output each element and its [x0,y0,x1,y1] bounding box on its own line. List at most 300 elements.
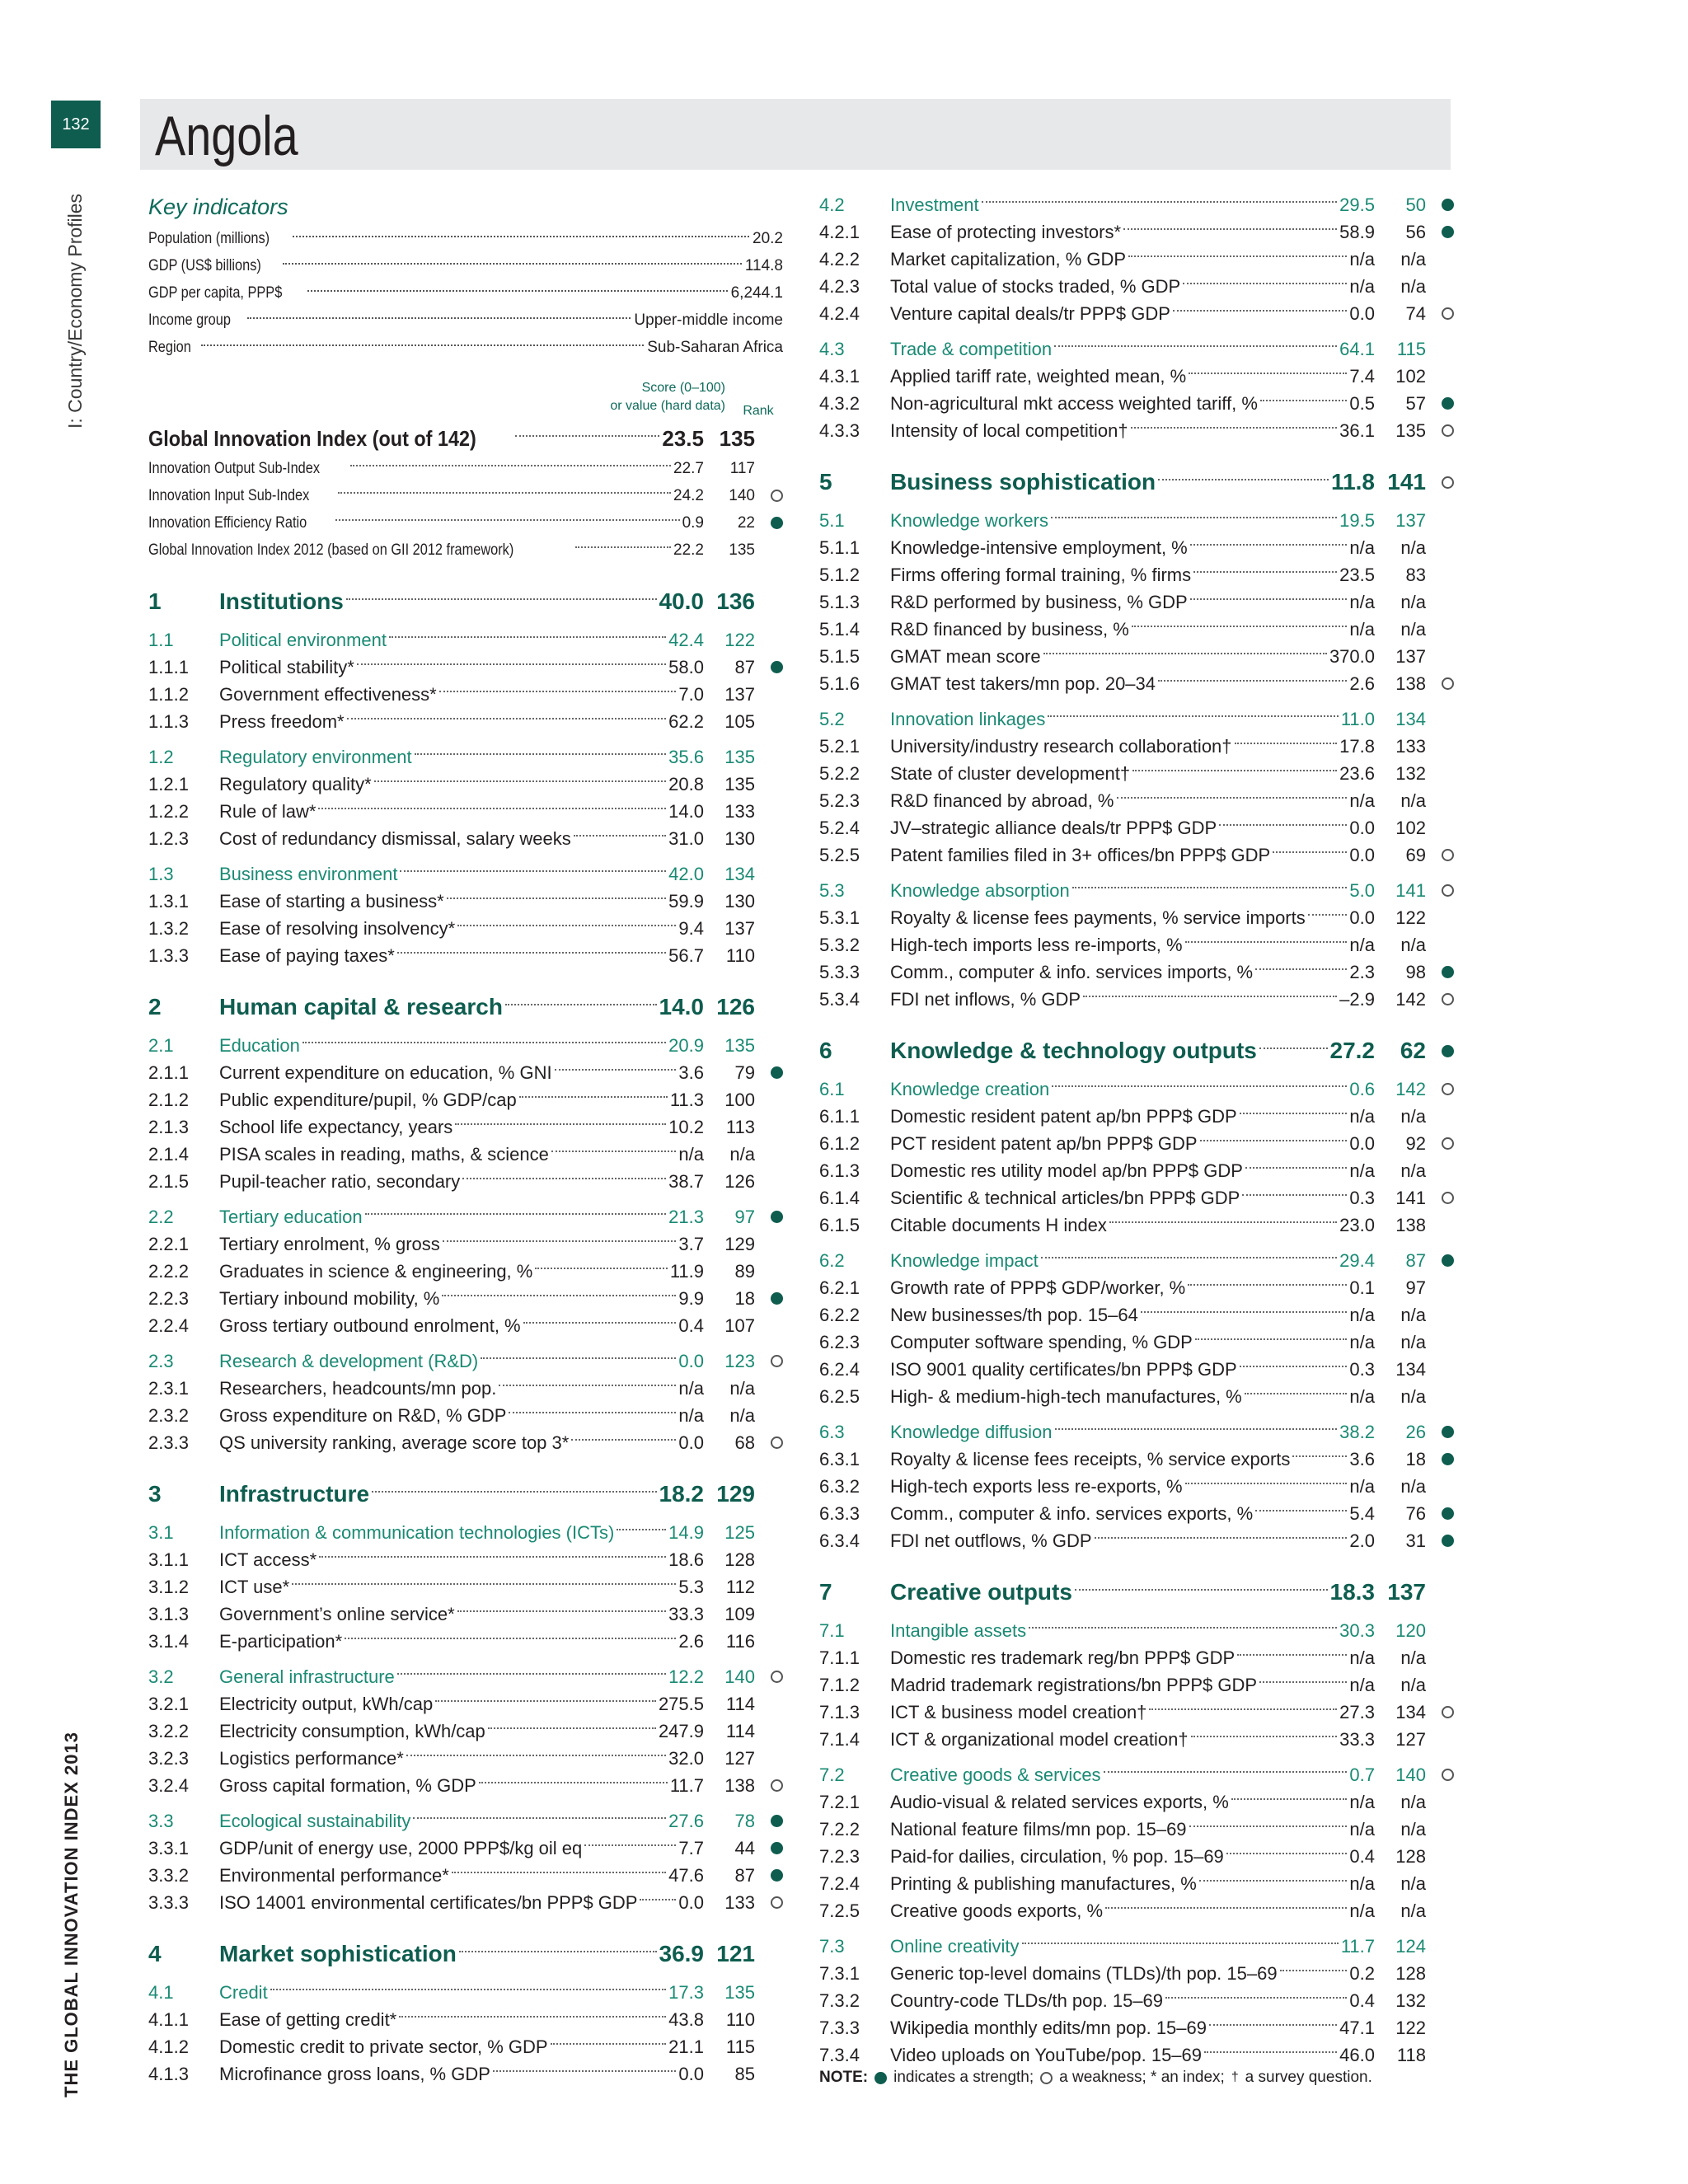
leader-dots [575,546,671,548]
row-rank: 142 [1395,988,1426,1010]
pillar-row [148,1938,783,1971]
subindex-score: 22.7 [673,459,704,477]
row-score: 0.0 [678,1891,704,1913]
row-label: PISA scales in reading, maths, & science [219,1143,549,1165]
row-rank: 135 [724,1981,755,2003]
row-code: 2.3.1 [148,1377,189,1399]
row-label: Tertiary enrolment, % gross [219,1233,440,1254]
row-label: Intensity of local competition† [890,419,1128,441]
row-rank: 136 [716,588,755,614]
leader-dots [551,2043,667,2045]
row-rank: 128 [1395,1845,1426,1867]
page-number: 132 [51,101,101,148]
row-score: 7.4 [1349,365,1375,387]
indicator-row [148,1285,783,1312]
leader-dots [1240,1366,1348,1367]
indicator-row [148,1573,783,1601]
row-code: 5.3.1 [819,907,860,928]
row-code: 3.2.4 [148,1774,189,1796]
row-score: n/a [1349,248,1375,269]
mark-cell [755,1436,783,1449]
row-code: 7.1.3 [819,1701,860,1722]
indicator-row [819,1473,1454,1500]
gii-subindex-row [148,455,783,482]
row-label: Ease of resolving insolvency* [219,917,456,939]
row-rank: 89 [734,1260,755,1282]
leader-dots [1185,1483,1348,1484]
row-score: 11.3 [669,1089,704,1110]
indicator-row [819,1897,1454,1924]
leader-dots [302,1042,666,1043]
subindex-rank: 135 [729,541,755,559]
row-label: Knowledge impact [890,1249,1039,1271]
row-score: 0.3 [1349,1187,1375,1208]
weakness-circle-icon [1040,2072,1053,2084]
row-label: ICT & organizational model creation† [890,1728,1189,1750]
subindex-rank: 140 [729,486,755,504]
strength-dot-icon [1442,1426,1454,1438]
row-score: 31.0 [668,827,704,849]
mark-cell [1426,1706,1454,1718]
leader-dots [400,870,666,872]
row-rank: 135 [724,746,755,767]
row-rank: 87 [734,1864,755,1886]
leader-dots [347,718,667,719]
row-code: 1.1.1 [148,656,189,677]
row-label: High-tech exports less re-exports, % [890,1475,1183,1497]
subindex-score: 24.2 [673,486,704,504]
leader-dots [270,1989,666,1990]
leader-dots [1193,571,1337,573]
row-label: ISO 9001 quality certificates/bn PPP$ GDP [890,1358,1237,1380]
row-code: 6.1.4 [819,1187,860,1208]
row-rank: 31 [1405,1530,1426,1551]
row-label: Knowledge diffusion [890,1421,1053,1442]
leader-dots [462,1178,666,1179]
row-label: Rule of law* [219,800,316,822]
subindex-label: Innovation Efficiency Ratio [148,513,307,532]
row-label: Graduates in science & engineering, % [219,1260,533,1282]
mark-cell [755,1292,783,1305]
leader-dots [1072,887,1348,888]
leader-dots [1149,1708,1337,1710]
row-rank: n/a [1400,1105,1426,1127]
row-label: Comm., computer & info. services imports, % [890,961,1254,982]
weakness-circle-icon [1442,677,1454,690]
row-score: 0.4 [1349,1845,1375,1867]
row-code: 7.2 [819,1764,845,1785]
subpillar-row [148,1203,783,1230]
row-rank: 109 [724,1603,755,1624]
row-code: 1.3.1 [148,890,189,912]
row-code: 7.3.4 [819,2044,860,2065]
row-rank: 126 [724,1170,755,1192]
row-code: 5.2.2 [819,762,860,784]
row-rank: n/a [1400,1304,1426,1325]
row-score: n/a [1349,790,1375,811]
leader-dots [493,2070,677,2072]
row-label: Ease of protecting investors* [890,221,1122,242]
publication-side-label: THE GLOBAL INNOVATION INDEX 2013 [61,1732,82,2097]
row-rank: 56 [1405,221,1426,242]
leader-dots [447,898,666,899]
row-score: 0.3 [1349,1358,1375,1380]
indicator-row [148,2033,783,2060]
indicator-row [148,1601,783,1628]
row-label: Creative outputs [890,1579,1072,1605]
mark-cell [755,1671,783,1683]
row-score: 27.3 [1339,1701,1375,1722]
row-rank: 18 [1405,1448,1426,1469]
row-rank: 133 [724,800,755,822]
indicator-row [148,1059,783,1086]
indicator-row [819,1527,1454,1554]
row-score: 2.0 [1349,1530,1375,1551]
indicator-row [819,363,1454,390]
leader-dots [1245,1167,1347,1169]
row-label: ICT access* [219,1549,317,1570]
weakness-circle-icon [1442,307,1454,320]
row-code: 1.2 [148,746,174,767]
row-code: 7.1.1 [819,1647,860,1668]
leader-dots [1055,1428,1338,1430]
row-code: 3.3.2 [148,1864,189,1886]
row-code: 2.1.3 [148,1116,189,1137]
indicator-row [148,1546,783,1573]
row-score: 36.9 [659,1941,704,1966]
row-rank: 120 [1395,1619,1426,1641]
row-score: 38.2 [1339,1421,1375,1442]
row-code: 4.2.3 [819,275,860,297]
row-label: Generic top-level domains (TLDs)/th pop. 15–69 [890,1962,1278,1984]
row-rank: 78 [734,1810,755,1831]
row-score: 0.7 [1349,1764,1375,1785]
indicator-row [148,1312,783,1339]
left-column [148,191,783,2088]
leader-dots [350,465,671,466]
leader-dots [1095,1537,1348,1539]
note-label: NOTE: [819,2069,869,2086]
strength-dot-icon [771,1211,783,1223]
row-score: n/a [1349,934,1375,955]
key-indicator-value: Upper-middle income [634,311,783,329]
subpillar-row [819,335,1454,363]
row-label: Electricity consumption, kWh/cap [219,1720,485,1741]
subindex-label: Innovation Output Sub-Index [148,459,321,477]
row-code: 2.1.1 [148,1062,189,1083]
row-score: n/a [1349,537,1375,558]
subindex-rank: 117 [729,459,755,477]
row-label: Knowledge-intensive employment, % [890,537,1188,558]
row-code: 1.3.3 [148,944,189,966]
key-indicator-value: 6,244.1 [730,284,783,302]
row-code: 6.2.5 [819,1385,860,1407]
row-rank: 141 [1395,1187,1426,1208]
row-label: Human capital & research [219,994,503,1019]
key-indicator-row [148,225,783,252]
row-label: Scientific & technical articles/bn PPP$ GDP [890,1187,1240,1208]
leader-dots [571,1439,676,1441]
row-code: 6.2.4 [819,1358,860,1380]
row-rank: 18 [734,1287,755,1309]
subindex-rank: 22 [737,513,755,532]
strength-dot-icon [771,1842,783,1854]
key-indicator-row [148,252,783,279]
mark-cell [755,661,783,673]
row-code: 4.2 [819,194,845,215]
indicator-row [148,681,783,708]
row-rank: n/a [1400,1791,1426,1812]
row-score: 0.0 [1349,817,1375,838]
row-rank: 122 [1395,907,1426,928]
mark-cell [1426,849,1454,861]
row-score: 47.6 [668,1864,704,1886]
indicator-row [819,1184,1454,1212]
row-label: State of cluster development† [890,762,1131,784]
row-code: 2.1 [148,1034,174,1056]
row-code: 2.1.5 [148,1170,189,1192]
row-label: Video uploads on YouTube/pop. 15–69 [890,2044,1203,2065]
mark-cell [755,1896,783,1909]
row-code: 3.1 [148,1521,174,1543]
row-code: 3.1.2 [148,1576,189,1597]
mark-cell [755,1815,783,1827]
row-score: 14.0 [668,800,704,822]
leader-dots [455,1123,666,1125]
indicator-row [819,958,1454,986]
leader-dots [1209,2024,1337,2026]
row-score: 275.5 [658,1693,704,1714]
row-score: n/a [1349,1872,1375,1894]
row-score: n/a [1349,1475,1375,1497]
indicator-row [819,1356,1454,1383]
row-code: 3.1.4 [148,1630,189,1652]
indicator-row [148,1402,783,1429]
leader-dots [551,1151,677,1152]
row-code: 2.2.2 [148,1260,189,1282]
leader-dots [640,1899,676,1900]
row-code: 6.2.1 [819,1277,860,1298]
indicator-row [819,1671,1454,1699]
leader-dots [1242,1194,1347,1196]
section-side-label: I: Country/Economy Profiles [64,193,86,429]
row-rank: n/a [1400,618,1426,640]
row-rank: 69 [1405,844,1426,865]
key-indicator-label: Region [148,338,191,356]
row-rank: 128 [724,1549,755,1570]
row-score: 40.0 [659,588,704,614]
leader-dots [1117,797,1348,799]
row-code: 3.2.3 [148,1747,189,1769]
indicator-row [819,2041,1454,2069]
row-label: Intangible assets [890,1619,1027,1641]
row-rank: 50 [1405,194,1426,215]
row-rank: 113 [725,1116,755,1137]
row-score: n/a [678,1143,704,1165]
row-code: 4.1.3 [148,2063,189,2084]
mark-cell [1426,966,1454,978]
row-rank: 137 [1395,645,1426,667]
leader-dots [1231,1798,1348,1800]
row-code: 3.2 [148,1666,174,1687]
strength-dot-icon [874,2072,887,2084]
leader-dots [1255,968,1347,970]
row-score: 3.6 [678,1062,704,1083]
row-code: 7.1 [819,1619,845,1641]
row-code: 7.2.1 [819,1791,860,1812]
leader-dots [443,1240,677,1242]
row-score: 0.4 [1349,1990,1375,2011]
indicator-row [819,588,1454,616]
row-score: 0.6 [1349,1078,1375,1099]
leader-dots [1105,1907,1347,1909]
row-rank: 135 [1395,419,1426,441]
indicator-row [819,733,1454,760]
leader-dots [1240,1113,1348,1114]
leader-dots [335,519,680,521]
row-code: 7.3.1 [819,1962,860,1984]
row-score: 3.7 [678,1233,704,1254]
row-score: 27.6 [668,1810,704,1831]
row-code: 5.3 [819,879,845,901]
indicator-row [148,1718,783,1745]
row-code: 6.2 [819,1249,845,1271]
row-rank: 138 [724,1774,755,1796]
indicator-row [819,1870,1454,1897]
row-score: 2.6 [678,1630,704,1652]
row-label: Pupil-teacher ratio, secondary [219,1170,461,1192]
title-band [140,99,1451,170]
row-label: Growth rate of PPP$ GDP/worker, % [890,1277,1186,1298]
row-rank: 122 [1395,2017,1426,2038]
row-code: 4.1.1 [148,2008,189,2030]
row-label: University/industry research collaboration† [890,735,1232,757]
row-label: New businesses/th pop. 15–64 [890,1304,1138,1325]
row-rank: 129 [724,1233,755,1254]
row-rank: n/a [729,1143,755,1165]
row-rank: 138 [1395,1214,1426,1235]
key-indicator-label: Income group [148,311,231,329]
indicator-row [148,798,783,825]
row-label: Government effectiveness* [219,683,437,705]
row-label: Public expenditure/pupil, % GDP/cap [219,1089,517,1110]
leader-dots [505,1004,657,1005]
row-label: Total value of stocks traded, % GDP [890,275,1181,297]
indicator-row [819,1788,1454,1816]
leader-dots [481,1357,676,1359]
pillar-row [148,585,783,618]
row-score: 21.3 [668,1206,704,1227]
gii-overall-row [148,422,783,455]
score-header: Score (0–100) or value (hard data) [610,381,725,413]
leader-dots [1173,310,1347,312]
leader-dots [435,1700,656,1702]
row-label: Royalty & license fees payments, % service imports [890,907,1306,928]
mark-cell [1426,1192,1454,1204]
leader-dots [1158,479,1329,480]
leader-dots [307,290,728,292]
mark-cell [1426,1535,1454,1547]
leader-dots [1245,1393,1348,1394]
table-header [148,379,783,422]
leader-dots [1260,400,1348,401]
row-code: 7.3.3 [819,2017,860,2038]
row-score: 9.9 [678,1287,704,1309]
indicator-row [819,2014,1454,2041]
leader-dots [399,2016,666,2018]
row-score: n/a [1349,1385,1375,1407]
leader-dots [1183,283,1347,284]
row-label: R&D performed by business, % GDP [890,591,1188,612]
weakness-circle-icon [1442,476,1454,489]
row-code: 3.1.3 [148,1603,189,1624]
row-rank: 123 [724,1350,755,1371]
weakness-circle-icon [771,1896,783,1909]
row-score: 30.3 [1339,1619,1375,1641]
indicator-row [819,1274,1454,1301]
leader-dots [555,1069,677,1071]
row-label: Ease of getting credit* [219,2008,397,2030]
row-score: 0.5 [1349,392,1375,414]
row-code: 5.1.3 [819,591,860,612]
leader-dots [365,1213,667,1215]
subpillar-row [819,1247,1454,1274]
indicator-row [819,273,1454,300]
row-rank: n/a [1400,1818,1426,1840]
subindex-score: 22.2 [673,541,704,559]
row-score: 18.6 [668,1549,704,1570]
row-label: E-participation* [219,1630,343,1652]
subpillar-row [148,1347,783,1375]
indicator-row [148,915,783,942]
leader-dots [439,691,677,692]
row-label: Political stability* [219,656,354,677]
leader-dots [1195,1338,1348,1340]
indicator-row [148,942,783,969]
row-score: 14.9 [668,1521,704,1543]
gii-subindex-row [148,482,783,509]
row-code: 6.1.3 [819,1160,860,1181]
leader-dots [292,1583,676,1585]
row-rank: 137 [724,683,755,705]
row-label: JV–strategic alliance deals/tr PPP$ GDP [890,817,1217,838]
indicator-row [819,814,1454,841]
strength-dot-icon [1442,199,1454,211]
row-code: 5.2.1 [819,735,860,757]
row-rank: 124 [1395,1935,1426,1957]
row-label: Logistics performance* [219,1747,404,1769]
leader-dots [413,1817,666,1819]
leader-dots [442,1295,676,1296]
row-label: Education [219,1034,300,1056]
leader-dots [397,952,666,954]
key-indicator-value: 114.8 [744,256,783,274]
strength-dot-icon [1442,397,1454,410]
row-rank: 98 [1405,961,1426,982]
leader-dots [389,636,666,638]
strength-dot-icon [771,661,783,673]
mark-cell [1426,677,1454,690]
row-score: 0.0 [1349,844,1375,865]
row-code: 6.1.2 [819,1132,860,1154]
row-rank: 83 [1405,564,1426,585]
mark-cell [755,517,783,529]
weakness-circle-icon [1442,884,1454,897]
row-label: Cost of redundancy dismissal, salary weeks [219,827,571,849]
leader-dots [201,344,644,346]
indicator-row [819,1644,1454,1671]
row-score: 0.1 [1349,1277,1375,1298]
